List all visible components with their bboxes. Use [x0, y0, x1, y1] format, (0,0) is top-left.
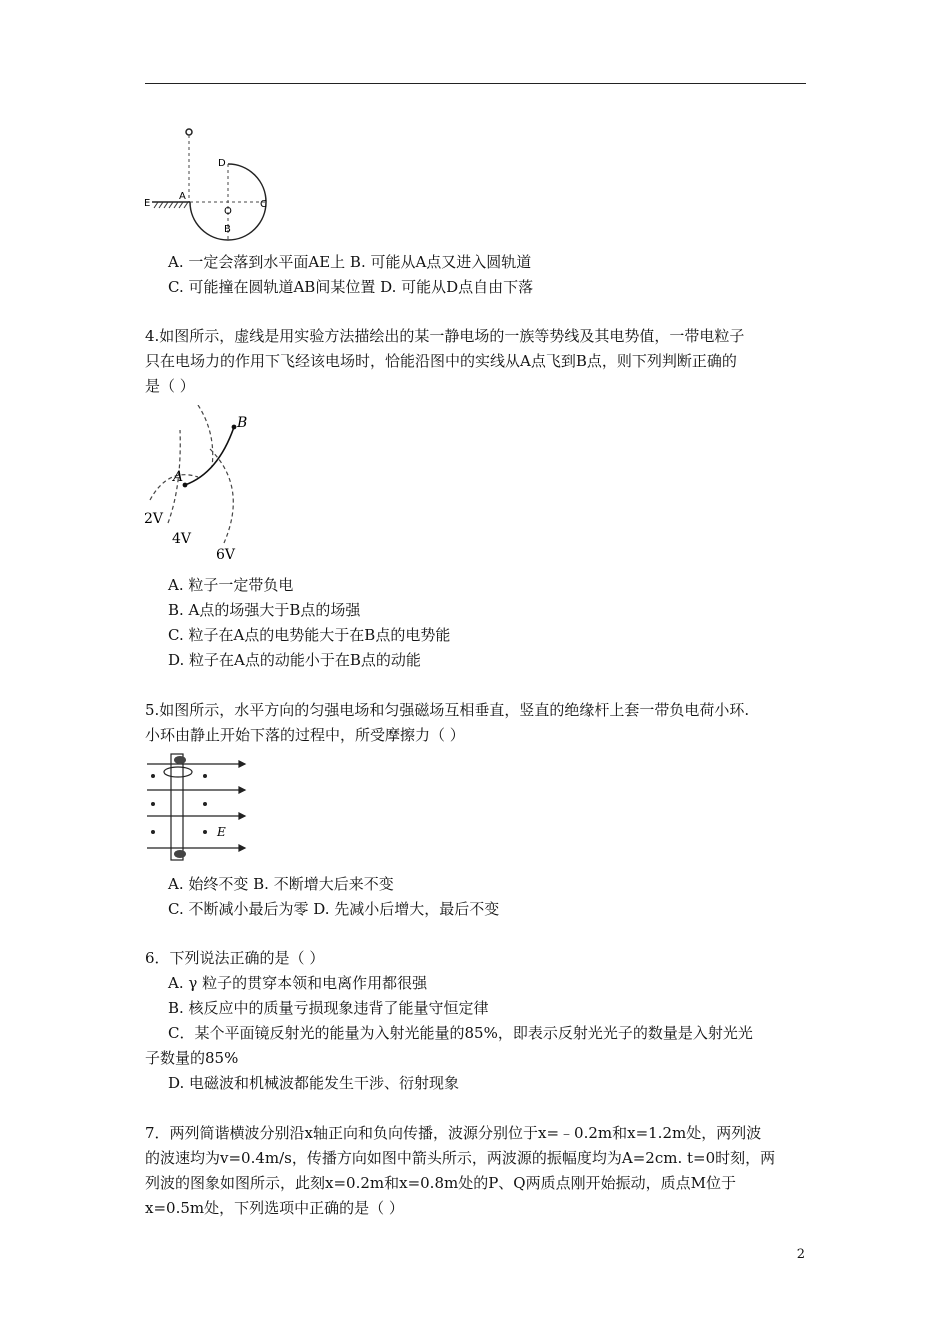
q4-label-2V: 2V	[144, 511, 164, 527]
q6-option-d: D. 电磁波和机械波都能发生干涉、衍射现象	[168, 1074, 460, 1092]
q7-stem-line4: x=0.5m处，下列选项中正确的是（ ）	[145, 1199, 404, 1217]
q6-stem: 6．下列说法正确的是（ ）	[145, 949, 325, 967]
q5-label-E: E	[217, 825, 226, 839]
q4-option-b: B. A点的场强大于B点的场强	[168, 601, 361, 619]
q4-stem-line1: 4.如图所示，虚线是用实验方法描绘出的某一静电场的一族等势线及其电势值，一带电粒子	[145, 327, 745, 345]
q4-option-a: A. 粒子一定带负电	[168, 576, 294, 594]
q4-label-A: A	[173, 469, 184, 485]
page-number: 2	[796, 1247, 805, 1262]
q6-option-c-line1: C．某个平面镜反射光的能量为入射光能量的85%，即表示反射光光子的数量是入射光光	[168, 1024, 753, 1042]
q5-options-line2: C. 不断减小最后为零 D. 先减小后增大，最后不变	[168, 900, 500, 918]
q5-options-line1: A. 始终不变 B. 不断增大后来不变	[168, 875, 394, 893]
q3-label-C: C	[260, 199, 267, 210]
q5-stem-line2: 小环由静止开始下落的过程中，所受摩擦力（ ）	[145, 726, 465, 744]
q4-stem-line2: 只在电场力的作用下飞经该电场时，恰能沿图中的实线从A点飞到B点，则下列判断正确的	[145, 352, 737, 370]
q7-stem-line2: 的波速均为v=0.4m/s，传播方向如图中箭头所示，两波源的振幅度均为A=2cm. t=0时刻，两	[145, 1149, 776, 1167]
q5-stem-line1: 5.如图所示，水平方向的匀强电场和匀强磁场互相垂直，竖直的绝缘杆上套一带负电荷小环.	[145, 701, 750, 719]
q7-stem-line3: 列波的图象如图所示，此刻x=0.2m和x=0.8m处的P、Q两质点刚开始振动，质点M位于	[145, 1174, 736, 1192]
q3-label-D: D	[218, 158, 226, 169]
q4-figure	[140, 405, 260, 565]
q7-stem-line1: 7．两列简谐横波分别沿x轴正向和负向传播，波源分别位于x=﹣0.2m和x=1.2m处，两列波	[145, 1124, 762, 1142]
q3-label-A: A	[179, 191, 186, 202]
q3-label-B: B	[224, 224, 231, 235]
q4-label-6V: 6V	[216, 547, 236, 563]
q4-label-4V: 4V	[172, 531, 192, 547]
q3-label-E: E	[144, 198, 151, 209]
q4-option-c: C. 粒子在A点的电势能大于在B点的电势能	[168, 626, 451, 644]
q4-stem-line3: 是（ ）	[145, 377, 195, 395]
q4-label-B: B	[237, 415, 248, 431]
q5-figure	[145, 752, 250, 864]
q6-option-b: B. 核反应中的质量亏损现象违背了能量守恒定律	[168, 999, 489, 1017]
q3-options-line2: C. 可能撞在圆轨道AB间某位置 D. 可能从D点自由下落	[168, 278, 534, 296]
header-rule	[145, 83, 806, 84]
q3-figure	[140, 122, 275, 242]
q3-options-line1: A. 一定会落到水平面AE上 B. 可能从A点又进入圆轨道	[168, 253, 532, 271]
q4-option-d: D. 粒子在A点的动能小于在B点的动能	[168, 651, 421, 669]
q6-option-a: A. γ 粒子的贯穿本领和电离作用都很强	[168, 974, 428, 992]
q6-option-c-line2: 子数量的85%	[145, 1049, 239, 1067]
q3-label-O: O	[224, 206, 232, 217]
